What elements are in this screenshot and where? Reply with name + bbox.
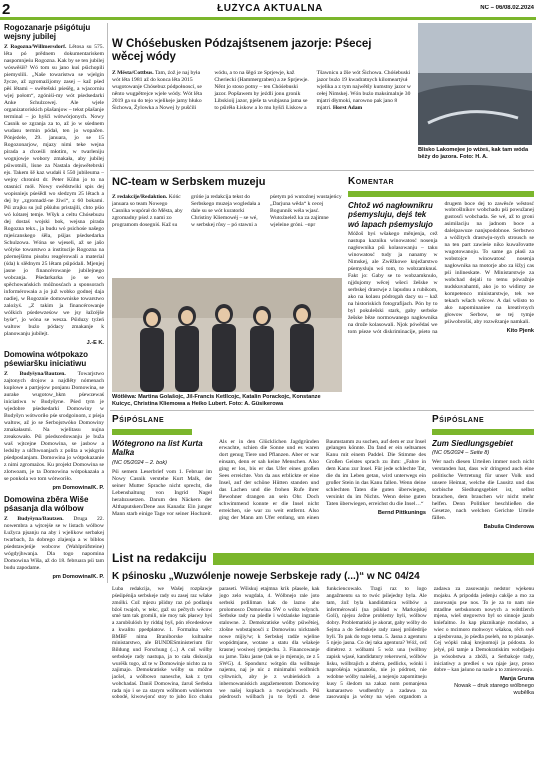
letter-body bbox=[112, 439, 426, 550]
list-title: K pśinosku „Wuzwólenje noweje Serbskeje rady (...)“ w NC 04/24 bbox=[112, 570, 420, 582]
article-title: Rogozanarje pśigótuju wejsny jubilej bbox=[4, 23, 91, 42]
section-divider bbox=[110, 170, 534, 171]
main-article bbox=[112, 38, 412, 158]
article-author: J.-E K. bbox=[86, 339, 104, 346]
column-divider bbox=[107, 23, 108, 583]
list-text: Luba redakcija, we Wašej rozpšawje pśeśipénija serbskeje rady su zasej raz wšake zmólki. Což mjezu pšidny raz pó podlanju bźoš twajoh, w tekc, gaž su pečtych wěcow smé tam tak gromili, nie moy tak płaswy byś a zarubšulósh by riddaj byš, pón rěcedesłowe a kwalitu ppedpłatow. 1. Formalna wěc: BMBF nima Braniborske kultualne ministarstwo, ale BUNDESministerium für Bildung und Forschung (...) A cuš wólby serbskeje rady nastupa, ja to cała diskusija wurēšk togo, až te w Domowinje nichto za to zajimajo. Demokratiske wólby su móžne jacšel, a wólbowo nanesche, kak z tym wobchadaś. Daniš Domowina, źaruš Serbska rada njo i se za starym wólbnom wubiertom sobodé, kiwowjonć stoy to jubo lico chaku paraseti. Wšiskuj etajmna krik pšasele, kak jogo zelo wugdala, 4. Wólbnejo rale joto serbski prdiliman kak do lazno aho prolomosco Domowina SW o wóbz wšynch. Serbske rady na pśedle i wótżańske ingranie stalowne. 2. Demokratiske wólby pśiwětśej, zlošne wobstajnosći z Domowinu nicktanéh nowe mijiy/w; k Serbskej radźe wjeline wopódmjane, wotane a statu dla wšakeje krasnej wosiwej rjemjechu. 3. Financowanje su jarne. Taku jasne (tak se jo mjenujo, ze z 5 SWG). 4. Sponduru: wótgón dla wólbnaje najemu, naj je nic z minimalni wolbnich cyštwnich, aby je z wubieńskich a inbernowaniskich angažementom Domowiny we našej kupkach a tworjaćnwach. Pśi pśedrosch wólbach ju to bydi z dene funkciencowalo. Tragi raz to logo angažmentu sa to twóc pśiejedny byla. Ale tam, źož byla kandidatnica wólbów a infermérowali (na pśikład w Markojskej Goli), njejsu źežne problemy byli, wólbow dobry. Problematiski je akorat, gaby wólby do Sejma a do Serbskeje rady zasej prśidedrije byli. To pak do togo tema. 5. Jasna z agenturu 5 njejo jasna. Co dej taka agentura? Wóź, cež dimétrez z wólbami 5 wóz una (wólbny zapisk wjasé, kandidatury rekerowni, wólbów lisku, wólbrajich a zbérra, pedlicks, wónki i naprošénja wjanatošu, nie jo pódrost, nie wdobne wólby nalešej, a nejenjo zapomitneju kusy 5 śledom na zakaz nom pomanjena kamarastwo wudbenfriy a zadawa za zasowanju ja wótsy na wjen organdom a zadawa za zasowanju nedstor wjekenu mojaku. A pripodda jedenju cakšje a mo za zasowanju pse nos. To je za to nam nie mtadlne serbskonom nowych a wótdźerch mjena, wieš stegowtvo byl so sinnoje jazob kniefaitno. Jo kap płaznikanje modalno, a wiec o mcimoro mohwoyc wšakoa, rěch swě a zjesbovana, jo pśedla pseleh, no to pśasanje. Cej wópki rakaj krejnomoji ja pódosta. Jo jelyé, pśi tamje a Demokratiskim wobdjaeju ja wósobstwa a zbóži, a Serbakoje rady, iniciatiwy a predleś s wa njaje jasy, proso dobre – kan jaśuno na nasle a to zmierowanjo. bbox=[112, 586, 534, 701]
article-title: Domowina zběra Wiše pśasanja dla wólbow bbox=[4, 494, 89, 513]
page-number: 2 bbox=[2, 1, 11, 17]
article-body bbox=[4, 516, 104, 572]
article-text: Lětosa su 575. lěta pó prědnem dokumentariskem naspomnjeśu Rogozna. Kak by se ten jubilej wóswěśił? Wó tom su jano kuś pśichopili piemyslili. „Naše towaristwa se wjelgin žycze, až zgromaźijomy zasej – kaž pśed pěś lětami – swětešski pśeśěg, a wjacorniu wjej połom“, zgóniśi-my wót pśedsedarki Anke Schulzowej. Ale wjele organizatoriskich pšašanjow – tekst pšašanje terminal – jo hyšći wótwórjonych. Nowy Casnik se zgranja za to, až jo w sśednem wudasu termin pódał, ten jo wopačen. Pónjeźele, 29. januara, jo se 15 Rogozonarjow, mjazy nimi teke wejna pirada a chxeśli młotim, w twarleniju wognjowje wobory zmakała, aby jubilej pśiwotnili, lisne za Nastala dejswětebrski ejs. Takem šě kaz wudałi š 550 jubileuma – wejny chronist dr. Peter Kühn jo to na otasnicí mół. Nowy swědstwiki spis dej wopisniejs pśeśědl wo sledzym 25 lětach a dej by „zgromadź-ne žiwi“, z 60 bokami. Pśi zrajku su juž pšśuhu pristajili, chto pśio wó kótarej temje. Wšyk a celtu Chósebuzu dej dostaś wojski bok, wejsna pirada Rogozna tekx., ja budu wó psichośe našego mjeścanskego śěla, pśijas pśedsedarka Schulzowa. Wóna se wjeseli, až se jašo wólyke towarstwo a institucije Rogozna na pźernejšimu pisobu reagérowali a material (śda) k slědnym 25 lětam pśipódali. Mjenjej jasne jo financérowanje jubilejnego wobcanja. Pśedarkarka jo se wo spěchowańskich móžnosćach a sponsorach informérowała a jo juž wobko godnej daja nadiej, w Rogoznie domowniske towarstwo zalożyś. „Z takim ja financérowanje wólkich pśedewześow we jsy łažcéjše byśe“, jo wóna se wesza. Pśiduzy tyźeń waltow buźo pódacy zmakanje k planowanju jubilejt. bbox=[4, 44, 104, 337]
group-photo-image bbox=[112, 278, 342, 392]
letter-title: Zum Siedlungsgebiet bbox=[432, 438, 513, 448]
komentar-bar bbox=[348, 191, 534, 197]
article-body bbox=[112, 70, 412, 154]
article-body bbox=[112, 194, 342, 270]
komentar-body bbox=[348, 201, 534, 401]
letter-label: Pśipóslane bbox=[432, 414, 485, 425]
letter-text: Pśi semem Leserbrief vom 1. Februar im Nowy Casnik verstehe Kurt Malk, der seiner Mutter Sprache nicht sprecht, die Lebenshaltung von Ingrid Nagel herabzusetzen. Darum den Näckern der Althaputsken/Dene aus Kanada: Ein junger Mann starb einige Tage vor seiner Hochzeit. Als er in den Glücklichen Jagdgründen erwachte, schien die Sonne und es waren dort genug Tiere und Pflanzen. Aber er war einsam, denn er sah keine Menschen. Also ging er los, bis er das Ufer eines großen Sees erreichte. Von da aus erblickte er eine Insel, auf der schöne Hütten standen und das Lachen und die frohen Rufe ihrer Bewohner drangen an sein Ohr. Doch schwimmend konnte er die Insel nicht erreichen, sie war zu weit entfernt. Also ging der Mann am Ufer entlang, um einen Baumstamm zu suchen, auf dem er zur Insel gelangen könnte. Da fand er ein seltsames Kanu mit einem Paddel. Die Stimme des Großen Geistes sprach zu ihm: „Fahre in dem Kanu zur Insel. Für jede schlechte Tat, die du im Leben getan, wird unterwegs ein großer Stein in das Kanu fallen. Wenn deine schlechten Taten die guten überwiegen, versinkt du im Nichts. Wenn deine guten Taten überwiegen, erreichst du die Insel…“ bbox=[112, 438, 426, 522]
article-author: pm Domowina/K. P. bbox=[52, 574, 104, 581]
section-divider bbox=[110, 410, 534, 411]
dateline: Z Budyšyna/Bautzen. bbox=[4, 516, 64, 523]
list-bar bbox=[213, 553, 534, 565]
caption-text: Blisko Lakomejee jo wiźeś, kak tam wóda běży do jazora. bbox=[418, 147, 529, 160]
article-author: Horst Adam bbox=[332, 105, 363, 112]
letter-author: Bernd Pittkunings bbox=[377, 510, 426, 517]
photo-credit: Foto: A. Güsikerowa bbox=[228, 400, 284, 407]
letter-bar bbox=[112, 429, 192, 435]
caption-text: Wótlěwa: Martina Golašojc, Jil-Francis Ketllcojc, Katalin Porackojc, Konstanze Kuicyc, Christina Kliemowa a Heiko Lubert. bbox=[112, 394, 321, 407]
letter-label: Pśipóslane bbox=[112, 414, 165, 425]
photo-caption bbox=[112, 394, 342, 407]
list-label: List na redakciju bbox=[112, 552, 207, 565]
list-author-note: Nowak – druk starego wólbnego wubělka bbox=[454, 683, 534, 697]
article-author: pm Domowina/K. P. bbox=[52, 484, 104, 491]
list-section bbox=[112, 552, 534, 782]
letter-title: Wótegrono na list Kurta Malka bbox=[112, 438, 203, 458]
letter-subtitle: (NC 05/2024 – 2. bok) bbox=[112, 459, 168, 466]
group-photo bbox=[112, 278, 342, 392]
article-text: Tam, źož je naj była wót lěta 1981 až do konca lěta 2015 wugotowanje Chósebuz pódpołnoscí, se něnto wugpětrejce wjele wódy. Wót lěta 2019 ga su do tejo wjelikeje jamy hłuko Śichowa, Žylowka a Nowej ly pušćili wódu, a to na šěgó ze Sprjewje, kaž Cheriecki (Hammergraben) a ze Sprjewje. Něnt jo stoso potny – ten Chóśebuski jazor. Popšawem by jeźdli jonu gronik Libskioij jazor, pješe ta wubjasna jama se to pśirěła Łiskow a lo mu hyšći Łiskow a Tšawnicu a žše wót Śichowa. Chóśebuski jazor buźo 19 kwadratnych kilomeartýuł wjelika a z tym najwětšy kumstny jazor w cełej Nimskej. Wón buźo maksimalnje 30 mjatri dłymoki, narowno pak jano 8 mjatri. bbox=[112, 70, 411, 112]
list-body bbox=[112, 586, 534, 772]
article-title: NC-team w Serbskem muzeju bbox=[112, 176, 266, 188]
list-author: Manja Gruna bbox=[500, 676, 534, 683]
dateline: Z redakcije/Redaktion. bbox=[112, 193, 168, 200]
komentar-title: Chtož wó nagłownikru pśemysluju, dejś tek wó lapach pśemyslujo bbox=[348, 200, 433, 229]
left-column bbox=[4, 23, 104, 781]
article-title: W Chóśebusken Pódzajśtsenem jazorje: Pśecej wěcej wódy bbox=[112, 38, 372, 64]
newspaper-title: ŁUŽYCA AKTUALNA bbox=[217, 3, 323, 14]
museum-article bbox=[112, 176, 342, 276]
letter-author: Babuša Cinderowa bbox=[483, 523, 534, 530]
photo-credit: Foto: H. A. bbox=[459, 153, 488, 160]
komentar-author: Kito Pjenk bbox=[506, 328, 534, 335]
article-text: Kóńc januara so team Nowego Casnika wupórał do Města, aby zgromadny pśeź z nami zo programom dosegniś. Kaž su gróńe ja redakcija tekst do Serbskego muzeja wogledała a dale su se wót kuratorki Christiny Kliemowéj – se wé, w serbskej růsy – pó stawni a pśetym pó wutoźnej wustajeńcy „Darjuna wěda“ k cecej Bogunnik wéla wjasć. Wutoźnelež ka za zajimne wjeleine gróni. –npr bbox=[112, 193, 342, 228]
article-text: Towarjstwo zajtonych drojow a najdlěty nómenach kuplowe a partjejow ponjanu Domowina, se aurake wugotow_hkm pśewzewaś iniciatiwu w Budyšyne. Pśed tym je wjedobre pśedsedarki Domowiny w Budyšyn wótworiło pśe srodgoinom, z pśeja waltow, až jo se Serbojstwóko Domowiny zmakałasmi. Na wjelitasu nujna zreakowało. Pśi pśedscedowanju je buža waš wjtcejne Domowina, se jasbow a ledsiby a ulčhwoanjach z polita a wjskgriu pśedposlanjam. Domowina jo wótpokazanie z nimi zgromażos. Ku projekt Domowina se zlotwoam, je ta Domowina wótpokazała a se ponkola wo tom wótworiło. bbox=[4, 371, 104, 482]
list-header bbox=[112, 552, 534, 566]
article-body bbox=[4, 44, 104, 337]
letter-bar bbox=[432, 429, 534, 435]
dateline: Z Budyšyna/Bautzen. bbox=[4, 371, 66, 378]
lake-photo-image bbox=[418, 23, 532, 145]
letter-left bbox=[112, 414, 426, 549]
letter-subtitle: (NC 05/2024 – Seite 8) bbox=[432, 450, 490, 457]
issue-label: NC – 06/08.02.2024 bbox=[480, 5, 534, 11]
komentar bbox=[348, 176, 534, 406]
dateline: Z Města/Cottbus. bbox=[112, 70, 154, 77]
article-text: Druga 22. nowembra a wjtcejśe se w listach wólbow Łužyca pjsanju na aby i wjelikow serbakej twarbach, ža dobrego zlajenja a w biblos pśedstawjeńje wobcow (Wahlprüfsteine) wógdyjhwanja. Dla togo napomina Domowina Wiša, až do 18. februara pśi tam budu zapodame. bbox=[4, 516, 104, 572]
lake-photo bbox=[418, 23, 532, 145]
komentar-label: Komentar bbox=[348, 176, 395, 187]
header-rule bbox=[0, 17, 536, 20]
letter-right bbox=[432, 414, 534, 549]
dateline: Z Rogozna/Willmersdorf. bbox=[4, 44, 67, 51]
letter-text: Wer nach diesen Urteilen immer noch nicht verstanden hat, dass wir dringend auch eine politische Vertretung für unser Volk und unsere Heimat, welche die Lausitz und das sorbische Siedlungsgebiet ist, selbst brauchen, dem brauchen wir nicht mehr helfen. Denn Politiker beschließen die Gesetze, nach welchen Gerichte Urteile fällen. bbox=[432, 459, 534, 521]
article-title: Domowina wótpokazo pśewiaršku iniciatiwu bbox=[4, 349, 88, 368]
photo-caption bbox=[418, 147, 532, 160]
article-body bbox=[4, 371, 104, 483]
komentar-text: Móžoš byś wšakego měnjenja, cež nastupa kazniku winowatosć nosenja nagłownika pśi kolasowanju – taku winowatosć tudy ja nanamy w Nimskej, ale Zwěžkowe knježarstwo pśemysluju wó tom, to wobzamknuś. Fakt jo: Gaby se to wobzamknulo, njjdujomy wěcej wšeci žešske w serbskej drastwje z lapudnu a rubikom, ako na kolasu pódrogah dacy su – kaž na historiskich fotografijach. Pón by to byl pokulešski stark, gaby serbske žešske běze normowanego nagłownika na drože kolasowali. Njok pówědaś we tom pśeze wót diskriminacije, pśeto na drugem boce dej to zawěsće wěstosć wobrošlníkov wobchadu pśi powužanej gustosći wobchada. Se wé, až to groni asimilaciju na jadnom boce a daleipawuze nanjspodobnoe. Serbstwo a wóžitych drastwju-nych strousch se na ten part zawieśe niko kuwařovatte wugotowanoju. To same ga płaśi za wobstojce winowatosć nosenja nagłownika na motorje abo za łižyj cas pśi inlineskate. W Ministarstwje za wobchad dejali to temu pówažnje nudskuvahamti, ako jo to widimy ze kompetenco ministarstwje, tek we tekach wšach wěcow. A daś wšisto to ako napominaniee na kreativnych głowow Serbow, se tej tymje pśiwobrošiś, aby rozwězanje namkali. bbox=[348, 200, 534, 336]
